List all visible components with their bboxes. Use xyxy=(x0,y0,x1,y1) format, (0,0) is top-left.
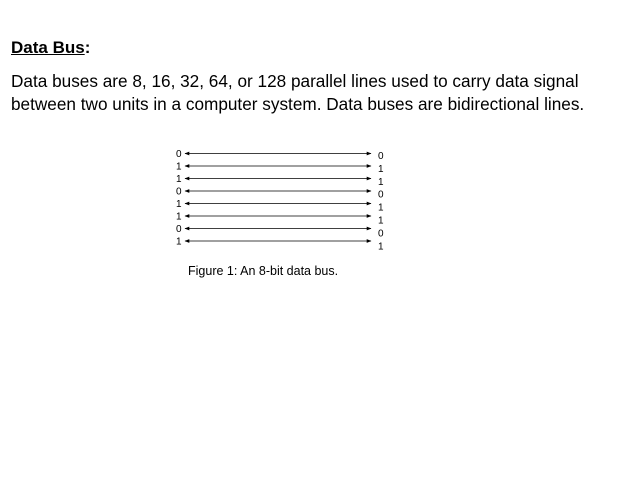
left-bit-7: 1 xyxy=(176,236,182,248)
right-bit-3: 0 xyxy=(378,189,384,201)
right-bit-6: 0 xyxy=(378,228,384,240)
right-bit-7: 1 xyxy=(378,241,384,253)
left-bit-3: 0 xyxy=(176,186,182,198)
description-paragraph: Data buses are 8, 16, 32, 64, or 128 parallel lines used to carry data signal between two units in a computer system. Data buses are bidirectional lines. xyxy=(11,71,585,114)
left-bit-2: 1 xyxy=(176,174,182,185)
bus-lines xyxy=(185,154,371,242)
section-heading-colon: : xyxy=(84,38,91,57)
left-bit-4: 1 xyxy=(176,199,182,210)
right-bit-2: 1 xyxy=(378,176,384,188)
right-bit-labels xyxy=(378,151,384,252)
right-bit-4: 1 xyxy=(378,202,384,214)
right-bit-0: 0 xyxy=(378,151,384,162)
left-bit-5: 1 xyxy=(176,211,182,223)
left-bit-6: 0 xyxy=(176,224,182,235)
left-bit-labels xyxy=(176,149,182,248)
left-bit-1: 1 xyxy=(176,161,182,173)
figure-caption: Figure 1: An 8-bit data bus. xyxy=(188,264,339,278)
right-bit-5: 1 xyxy=(378,215,384,227)
right-bit-1: 1 xyxy=(378,163,384,175)
left-bit-0: 0 xyxy=(176,149,182,160)
section-heading-title: Data Bus xyxy=(11,38,85,57)
